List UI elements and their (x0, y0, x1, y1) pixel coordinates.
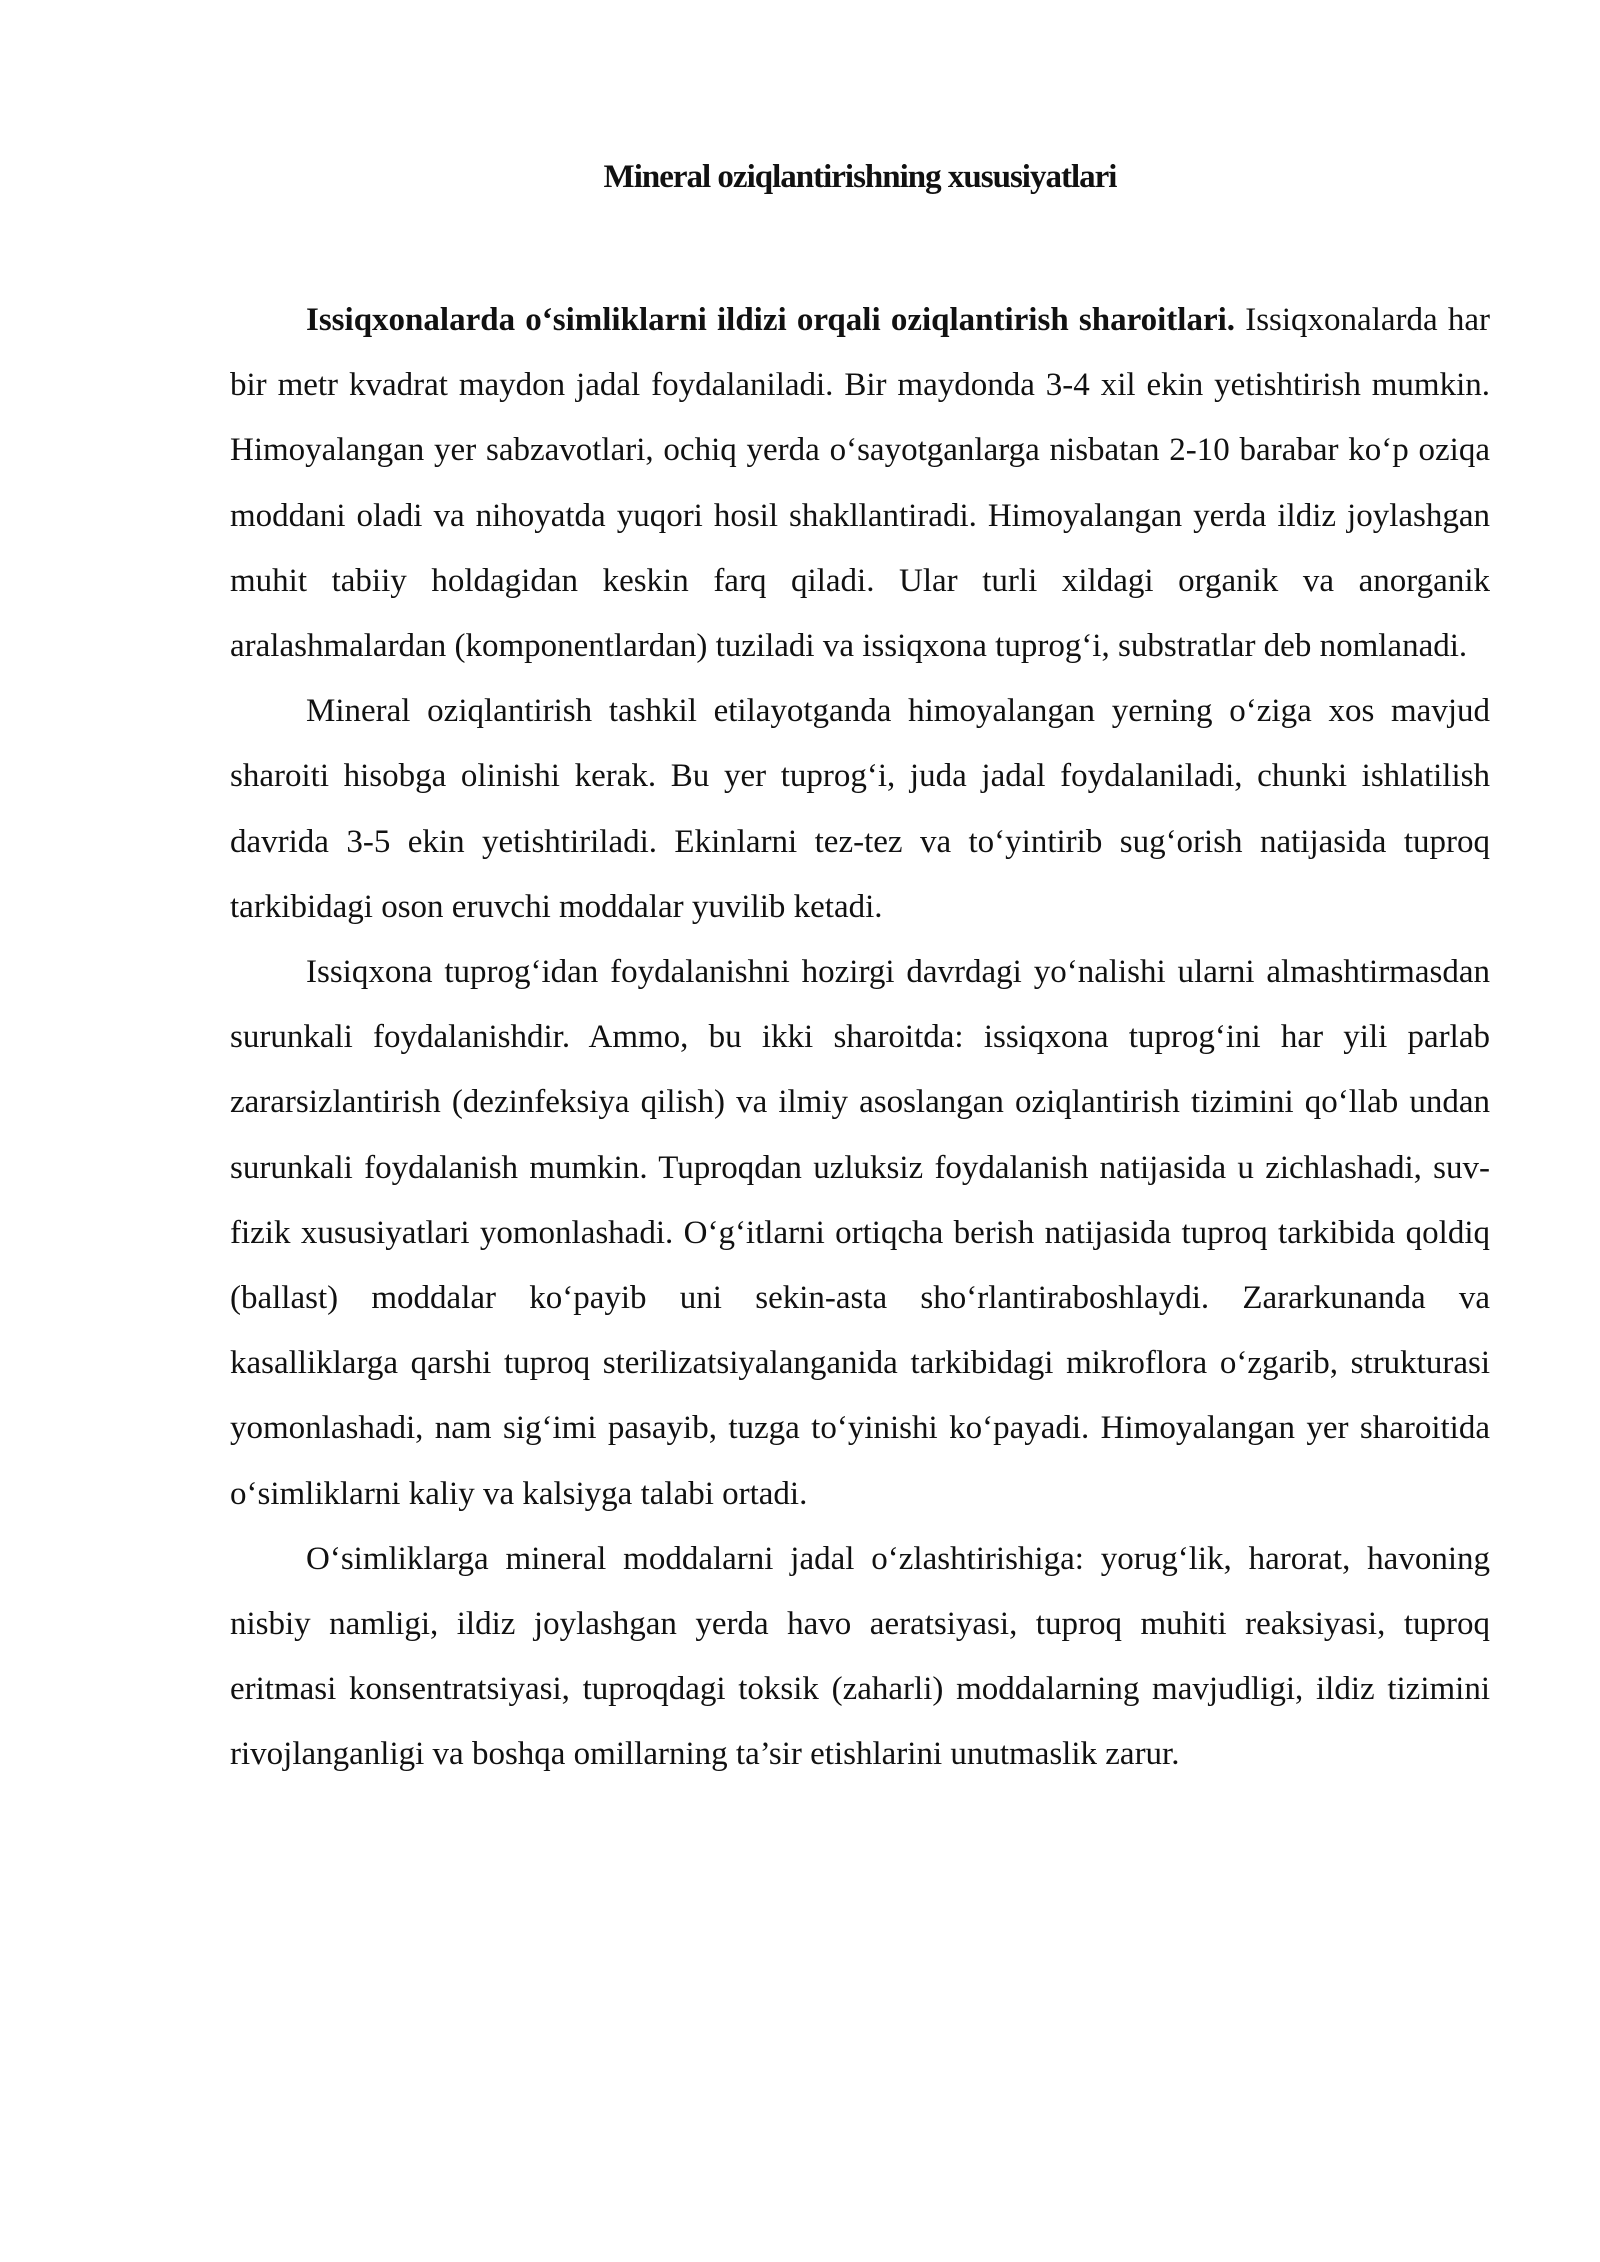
paragraph-3: Issiqxona tuprog‘idan foydalanishni hozirgi davrdagi yo‘nalishi ularni almashtirmasdan surunkali foydalanishdir. Ammo, bu ikki sharoitda: issiqxona tuprog‘ini har yili parlab zararsizlantirish (dezinfeksiya qilish) va ilmiy asoslangan oziqlantirish tizimini qo‘llab undan surunkali foydalanish mumkin. Tuproqdan uzluksiz foydalanish natijasida u zichlashadi, suv-fizik xususiyatlari yomonlashadi. O‘g‘itlarni ortiqcha berish natijasida tuproq tarkibida qoldiq (ballast) moddalar ko‘payib uni sekin-asta sho‘rlantiraboshlaydi. Zararkunanda va kasalliklarga qarshi tuproq sterilizatsiyalanganida tarkibidagi mikroflora o‘zgarib, strukturasi yomonlashadi, nam sig‘imi pasayib, tuzga to‘yinishi ko‘payadi. Himoyalangan yer sharoitida o‘simliklarni kaliy va kalsiyga talabi ortadi. (230, 954, 1490, 1512)
paragraph-1-text: Issiqxonalarda har bir metr kvadrat maydon jadal foydalaniladi. Bir maydonda 3-4 xil ekin yetishtirish mumkin. Himoyalangan yer sabzavotlari, ochiq yerda o‘sayotganlarga nisbatan 2-10 barabar ko‘p oziqa moddani oladi va nihoyatda yuqori hosil shakllantiradi. Himoyalangan yerda ildiz joylashgan muhit tabiiy holdagidan keskin farq qiladi. Ular turli xildagi organik va anorganik aralashmalardan (komponentlardan) tuziladi va issiqxona tuprog‘i, substratlar deb nomlanadi. (230, 302, 1490, 665)
document-body (230, 288, 1490, 1788)
document-page (230, 150, 1490, 1788)
paragraph-1 (230, 288, 1490, 679)
paragraph-2: Mineral oziqlantirish tashkil etilayotganda himoyalangan yerning o‘ziga xos mavjud sharoiti hisobga olinishi kerak. Bu yer tuprog‘i, juda jadal foydalaniladi, chunki ishlatilish davrida 3-5 ekin yetishtiriladi. Ekinlarni tez-tez va to‘yintirib sug‘orish natijasida tuproq tarkibidagi oson eruvchi moddalar yuvilib ketadi. (230, 693, 1490, 925)
paragraph-4: O‘simliklarga mineral moddalarni jadal o‘zlashtirishiga: yorug‘lik, harorat, havoning nisbiy namligi, ildiz joylashgan yerda havo aeratsiyasi, tuproq muhiti reaksiyasi, tuproq eritmasi konsentratsiyasi, tuproqdagi toksik (zaharli) moddalarning mavjudligi, ildiz tizimini rivojlanganligi va boshqa omillarning ta’sir etishlarini unutmaslik zarur. (230, 1540, 1490, 1773)
paragraph-1-lead-heading: Issiqxonalarda o‘simliklarni ildizi orqali oziqlantirish sharoitlari. (306, 302, 1236, 338)
document-title: Mineral oziqlantirishning xususiyatlari (603, 159, 1117, 195)
